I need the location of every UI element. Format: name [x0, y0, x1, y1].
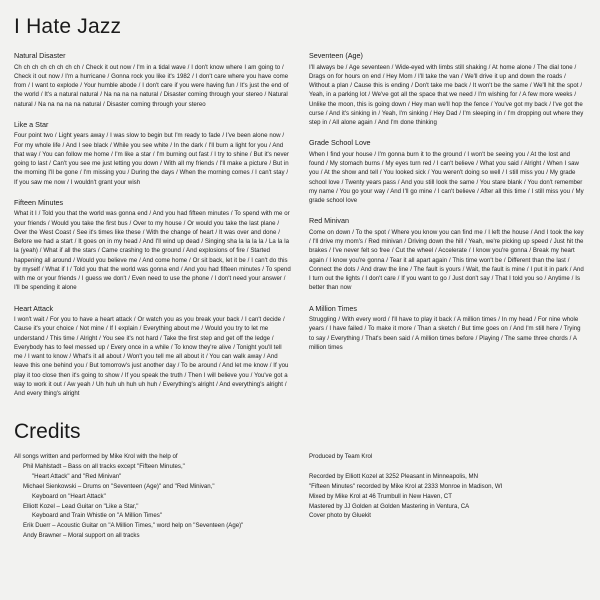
lyrics-section — [14, 51, 586, 409]
song-lyrics: I'll always be / Age seventeen / Wide-eyed with limbs still shaking / At home alone / The dial tone / Drags on for hours on end / Hey Mom / I'll take the van / We'll drive it up and down the roads / Without a plan / Cause this is ending / Don't take me back / It won't be the same / We'll hit the spot / Yeah, in a parking lot / We've got all the space that we need / I'm wishing for / A few more weeks / Unlike the moon, this is going down / Hey man we'll hop the fence / You've got my back / I've got the curse / And it's sinking in / Yeah, I'm sinking / Hey Dad / I'm sleeping in / I'm dropping out where they step in / All alone again / And I'm done thinking — [309, 63, 584, 126]
song-title: A Million Times — [309, 303, 357, 313]
credits-section — [14, 452, 586, 541]
song-title: Red Minivan — [309, 216, 349, 226]
song-lyrics: I won't wait / For you to have a heart attack / Or watch you as you break your back / I can't decide / Cause it's your choice / Not mine / If I explain / Everything about me / Would you try to let me understand / This time / Alright / You see it's not hard / Take the first step and get off the ledge / Everybody has to feel messed up / Every once in a while / To know they're alive / Tonight you'll tell me / I want to know / What's it all about / Won't you tell me all about it / You can walk away / And leave this one behind you / But tomorrow's just another day / To be around / And let me know / If you play it too close then it's going to show / If you speak the truth / Then I will believe you / You've got a way to work it out / Aw yeah / Uh huh uh huh uh huh / Everything's alright / And everything's alright / And every thing's alright — [14, 316, 289, 397]
credits-column-left — [14, 452, 291, 541]
credit-line: Recorded by Elliott Kozel at 3252 Pleasant in Minneapolis, MN — [309, 472, 479, 480]
credit-line: Cover photo by Gluekit — [309, 512, 371, 520]
song-a-million-times — [309, 304, 586, 353]
credit-line: Mastered by JJ Golden at Golden Mastering in Ventura, CA — [309, 502, 470, 510]
credits-column-right — [309, 452, 586, 521]
credit-line: "Heart Attack" and "Red Minivan" — [32, 472, 122, 480]
song-title: Like a Star — [14, 119, 49, 129]
song-title: Seventeen (Age) — [309, 51, 363, 60]
album-title: I Hate Jazz — [14, 15, 122, 38]
song-title: Fifteen Minutes — [14, 197, 64, 207]
credit-line: Andy Brawner – Moral support on all tracks — [23, 532, 140, 540]
credit-line: "Fifteen Minutes" recorded by Mike Krol at 2333 Monroe in Madison, WI — [309, 482, 503, 490]
song-title: Grade School Love — [309, 138, 371, 148]
credit-line: Elliott Kozel – Lead Guitar on "Like a Star," — [23, 502, 139, 510]
song-red-minivan — [309, 216, 586, 292]
credits-heading: Credits — [14, 420, 81, 444]
song-natural-disaster — [14, 51, 291, 109]
credit-line: Erik Duerr – Acoustic Guitar on "A Million Times," word help on "Seventeen (Age)" — [23, 522, 244, 530]
credit-line: Phil Mahlstadt – Bass on all tracks except "Fifteen Minutes," — [23, 463, 185, 471]
lyrics-column-left — [14, 51, 291, 409]
song-title: Heart Attack — [14, 303, 54, 313]
song-heart-attack — [14, 304, 291, 399]
song-lyrics: Struggling / With every word / I'll have to play it back / A million times / In my head / For nine whole years / I have failed / To make it more / Than a sketch / But time goes on / And I'm still here / Trying to say / Everything / That's been said / A million times before / Playing / The same three chords / A million times — [309, 316, 581, 351]
credit-line: Produced by Team Krol — [309, 453, 373, 461]
song-lyrics: Come on down / To the spot / Where you know you can find me / I left the house / And I took the key / I'll drive my mom's / Red minivan / Driving down the hill / Yeah, we're picking up speed / Just hit the brakes / I've never felt so free / Cut the wheel / Accelerate / I know you're gonna / Break my heart again / I know you're gonna / Tear it all apart again / This time won't be / Different than the last / Connect the dots / And draw the line / The fault is yours / Wait, the fault is mine / I put it in park / And I turn out the lights / I don't care / If you want to go / Just don't say / That I told you so / Anytime / Is better than now — [309, 228, 584, 292]
credit-line: Mixed by Mike Krol at 46 Trumbull in New Haven, CT — [309, 492, 452, 500]
song-lyrics: What it I / Told you that the world was gonna end / And you had fifteen minutes / To spend with me or your friends / Would you take the first bus / Over to my house / Or would you take the last plane / Over the West Coast / See it's times like these / With the change of heart / It was over and done / Before we had a start / It goes on in my head / And I'll wind up dead / Singing sha la la la la / La la la la (yeah) / What if all the stars / Came crashing to the ground / And explosions of fire / Started happening all around / Would you believe me / And come home / Or sit back, let it be / I can't do this by myself / What if I / Told you that the world was gonna end / And you had fifteen minutes / To spend with me or your friends / I guess we don't / Even need to use the phone / I don't need your answer / I'll be spending it alone — [14, 210, 291, 292]
song-like-a-star — [14, 120, 291, 187]
credit-line-spacer — [309, 462, 586, 472]
lyrics-column-right — [309, 51, 586, 363]
song-title: Natural Disaster — [14, 51, 66, 60]
song-lyrics: When I find your house / I'm gonna burn it to the ground / I won't be seeing you / At the lost and found / My stomach burns / My eyes turn red / I can't believe / What you said / Alright / When I saw you / At the show and tell / You looked sick / You weren't doing so well / I still miss you / My grade school love / Twenty years pass / And you still look the same / You stare blank / You don't remember my name / You go your way / And I'll go mine / I can't believe / After all this time / I still miss you / My grade school love — [309, 150, 584, 204]
credit-line: Michael Sienkowski – Drums on "Seventeen (Age)" and "Red Minivan," — [23, 482, 215, 490]
credit-line: Keyboard on "Heart Attack" — [32, 492, 106, 500]
credit-line: All songs written and performed by Mike Krol with the help of — [14, 453, 178, 461]
song-grade-school-love — [309, 138, 586, 205]
song-lyrics: Four point two / Light years away / I was slow to begin but I'm ready to fade / I've been alone now / For my whole life / And I see black / While you see white / In the dark / I'll burn a light for you / And that way / You can follow me home / I'm like a star / I'm burning out fast / I try to shine / But it's never going to last / Can't you see me just letting you down / With all my friends / I'll make a picture / But in the morning I'll be gone / I'm missing you / During the days / When the morning comes / I can't stay / If you saw me now / I wouldn't grant your wish — [14, 132, 289, 186]
song-fifteen-minutes — [14, 198, 291, 293]
song-seventeen-age — [309, 51, 586, 127]
song-lyrics: Ch ch ch ch ch ch ch ch / Check it out now / I'm in a tidal wave / I don't know where I am going to / Check it out now / I'm a hurricane / Gonna rock you like it's 1982 / I don't care where you have come from / I want to explode / Your humble abode / I don't care if you were having fun / It's just the end of the world / It's a natural natural / Na na na na natural / Disaster coming through your stereo / Natural natural / Na na na na na natural / Disaster coming through your stereo — [14, 63, 289, 108]
credit-line: Keyboard and Train Whistle on "A Million Times" — [32, 512, 162, 520]
